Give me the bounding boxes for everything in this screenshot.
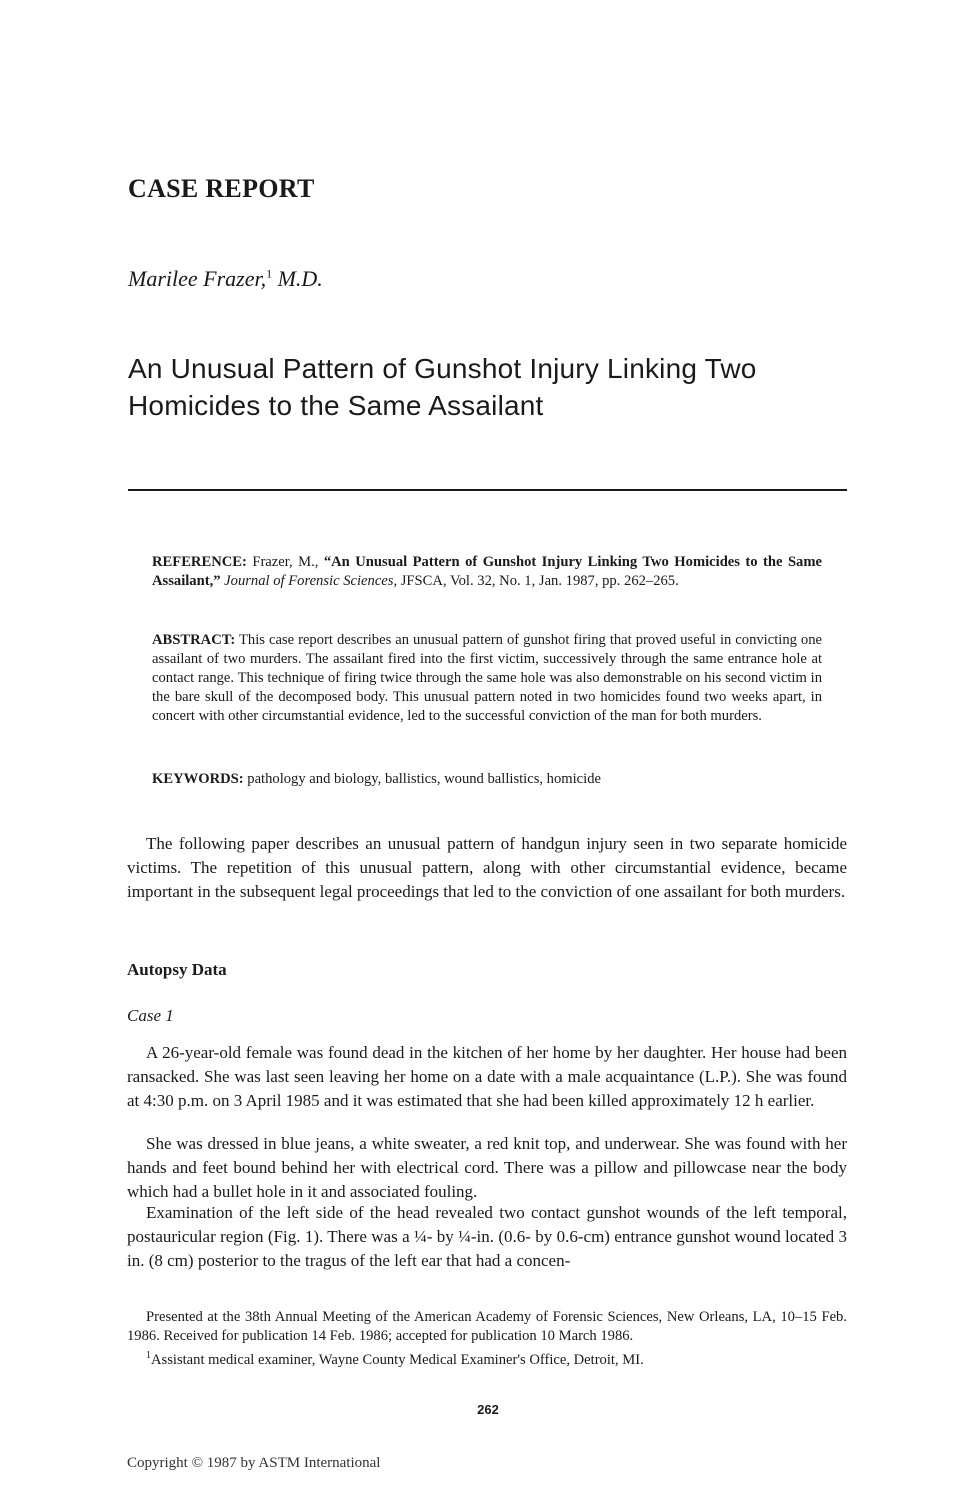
reference-block: [152, 553, 822, 591]
copyright-notice: Copyright © 1987 by ASTM International: [127, 1455, 381, 1471]
reference-details: JFSCA, Vol. 32, No. 1, Jan. 1987, pp. 262–265.: [397, 573, 679, 589]
footnote-presented: Presented at the 38th Annual Meeting of the American Academy of Forensic Sciences, New Orleans, LA, 10–15 Feb. 1986. Received for publication 14 Feb. 1986; accepted for publication 10 March 1986.: [127, 1309, 847, 1344]
case-paragraph-2: She was dressed in blue jeans, a white sweater, a red knit top, and underwear. She was found with her hands and feet bound behind her with electrical cord. There was a pillow and pillowcase near the body which had a bullet hole in it and associated fouling.: [127, 1134, 847, 1201]
reference-authors: Frazer, M.,: [246, 554, 324, 570]
footnote-affiliation-text: Assistant medical examiner, Wayne County Medical Examiner's Office, Detroit, MI.: [151, 1351, 644, 1368]
paper-title: An Unusual Pattern of Gunshot Injury Linking Two Homicides to the Same Assailant: [128, 353, 757, 421]
footnote-affiliation: [127, 1346, 847, 1370]
footnotes: [127, 1308, 847, 1370]
title-divider: [128, 489, 847, 491]
keywords-label: KEYWORDS:: [152, 771, 244, 787]
page-number: 262: [477, 1402, 499, 1417]
author-line: [128, 266, 323, 292]
author-name: Marilee Frazer,: [128, 266, 267, 291]
section-heading: Autopsy Data: [127, 960, 227, 979]
author-footnote-mark: 1: [266, 266, 273, 281]
reference-label: REFERENCE:: [152, 554, 247, 570]
abstract-block: [152, 631, 822, 726]
keywords-text: pathology and biology, ballistics, wound ballistics, homicide: [243, 771, 601, 787]
author-degree: M.D.: [272, 266, 323, 291]
abstract-label: ABSTRACT:: [152, 632, 236, 648]
abstract-text: This case report describes an unusual pattern of gunshot firing that proved useful in convicting one assailant of two murders. The assailant fired into the first victim, successively through the same entrance hole at contact range. This technique of firing twice through the same hole was also demonstrable on his second victim in the bare skull of the decomposed body. This unusual pattern noted in two homicides found two weeks apart, in concert with other circumstantial evidence, led to the successful conviction of the man for both murders.: [152, 632, 822, 724]
case-label: Case 1: [127, 1006, 174, 1025]
reference-title: “An Unusual Pattern of Gunshot Injury Linking Two Homicides to the Same Assailant,”: [152, 554, 822, 589]
intro-paragraph: The following paper describes an unusual pattern of handgun injury seen in two separate homicide victims. The repetition of this unusual pattern, along with other circumstantial evidence, became important in the subsequent legal proceedings that led to the conviction of one assailant for both murders.: [127, 834, 847, 901]
section-label: CASE REPORT: [128, 174, 315, 203]
reference-journal: Journal of Forensic Sciences,: [220, 573, 398, 589]
case-paragraph-3: Examination of the left side of the head revealed two contact gunshot wounds of the left temporal, postauricular region (Fig. 1). There was a ¼- by ¼-in. (0.6- by 0.6-cm) entrance gunshot wound located 3 in. (8 cm) posterior to the tragus of the left ear that had a concen-: [127, 1203, 847, 1270]
keywords-block: [152, 770, 822, 789]
case-paragraph-1: A 26-year-old female was found dead in the kitchen of her home by her daughter. Her house had been ransacked. She was last seen leaving her home on a date with a male acquaintance (L.P.). She was found at 4:30 p.m. on 3 April 1985 and it was estimated that she had been killed approximately 12 h earlier.: [127, 1043, 847, 1110]
footnote-affiliation-mark: 1: [146, 1350, 151, 1361]
